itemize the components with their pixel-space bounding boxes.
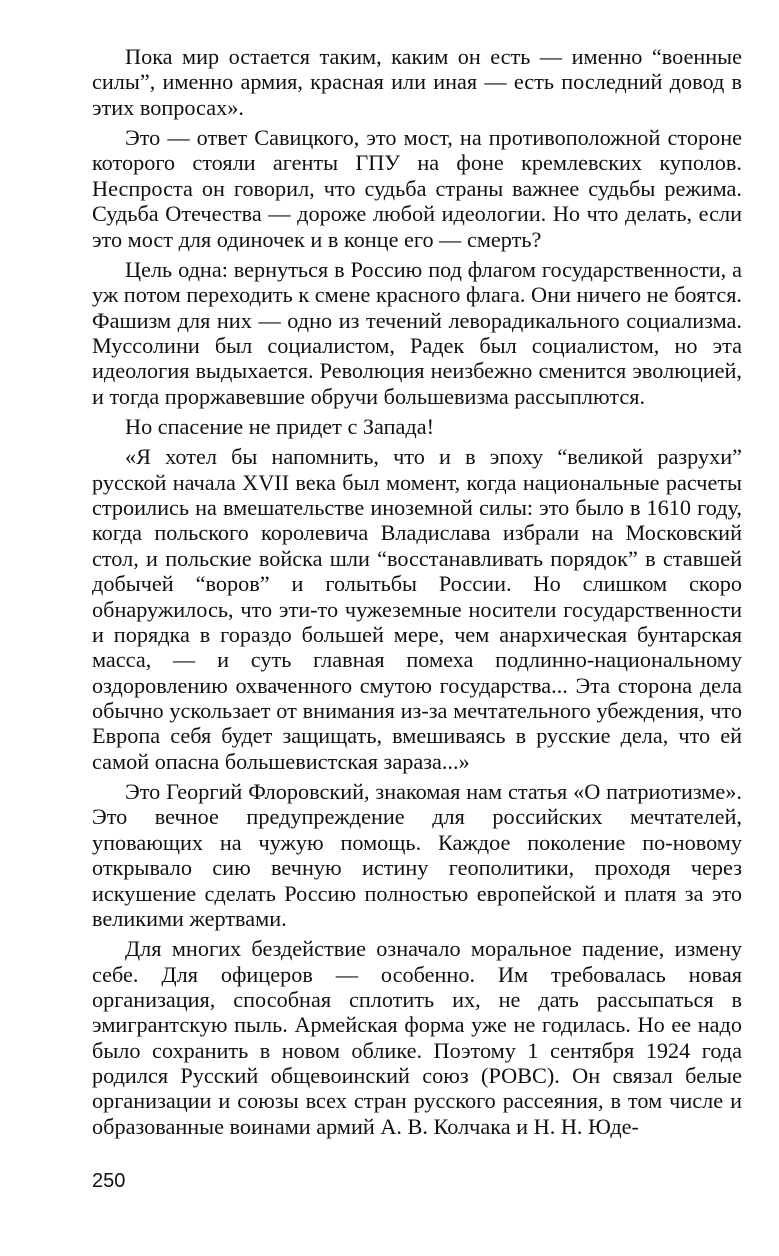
paragraph-4: Но спасение не придет с Запада!: [125, 414, 435, 440]
paragraph-7: Для многих бездействие означало моральное падение, измену себе. Для офицеров — особенно. Им требовалась новая организация, способная сплотить их, не дать рассыпаться в эмигрантскую пыль. Армейская форма уже не годилась. Но ее надо было сохранить в новом облике. Поэтому 1 сентября 1924 года родился Русский общевоинский союз (РОВС). Он связал белые организации и союзы всех стран русского рассеяния, в том числе и образованные воинами армий А. В. Колчака и Н. Н. Юде-: [92, 936, 742, 1139]
paragraph-6: Это Георгий Флоровский, знакомая нам статья «О патриотизме». Это вечное предупреждение для российских мечтателей, уповающих на чужую помощь. Каждое поколение по-новому открывало сию вечную истину геополитики, проходя через искушение сделать Россию полностью европейской и платя за это великими жертвами.: [92, 779, 742, 931]
paragraph-5-quote: «Я хотел бы напомнить, что и в эпоху “великой разрухи” русской начала XVII века был момент, когда национальные расчеты строились на вмешательстве иноземной силы: это было в 1610 году, когда польского королевича Владислава избрали на Московский стол, и польские войска шли “восстанавливать порядок” в ставшей добычей “воров” и голытьбы России. Но слишком скоро обнаружилось, что эти-то чужеземные носители государственности и порядка в гораздо большей мере, чем анархическая бунтарская масса, — и суть главная помеха подлинно-национальному оздоровлению охваченного смутою государства... Эта сторона дела обычно ускользает от внимания из-за мечтательного убеждения, что Европа себя будет защищать, вмешиваясь в русские дела, что ей самой опасна большевистская зараза...»: [92, 444, 742, 774]
page-body: [92, 44, 742, 1144]
page-number: 250: [92, 1170, 126, 1192]
paragraph-1: Пока мир остается таким, каким он есть — именно “военные силы”, именно армия, красная или иная — есть последний довод в этих вопросах».: [92, 44, 742, 120]
paragraph-3: Цель одна: вернуться в Россию под флагом государственности, а уж потом переходить к смене красного флага. Они ничего не боятся. Фашизм для них — одно из течений леворадикального социализма. Муссолини был социалистом, Радек был социалистом, но эта идеология выдыхается. Революция неизбежно сменится эволюцией, и тогда проржавевшие обручи большевизма рассыплются.: [92, 256, 742, 409]
paragraph-2: Это — ответ Савицкого, это мост, на противоположной стороне которого стояли агенты ГПУ на фоне кремлевских куполов. Неспроста он говорил, что судьба страны важнее судьбы режима. Судьба Отечества — дороже любой идеологии. Но что делать, если это мост для одиночек и в конце его — смерть?: [92, 125, 742, 252]
